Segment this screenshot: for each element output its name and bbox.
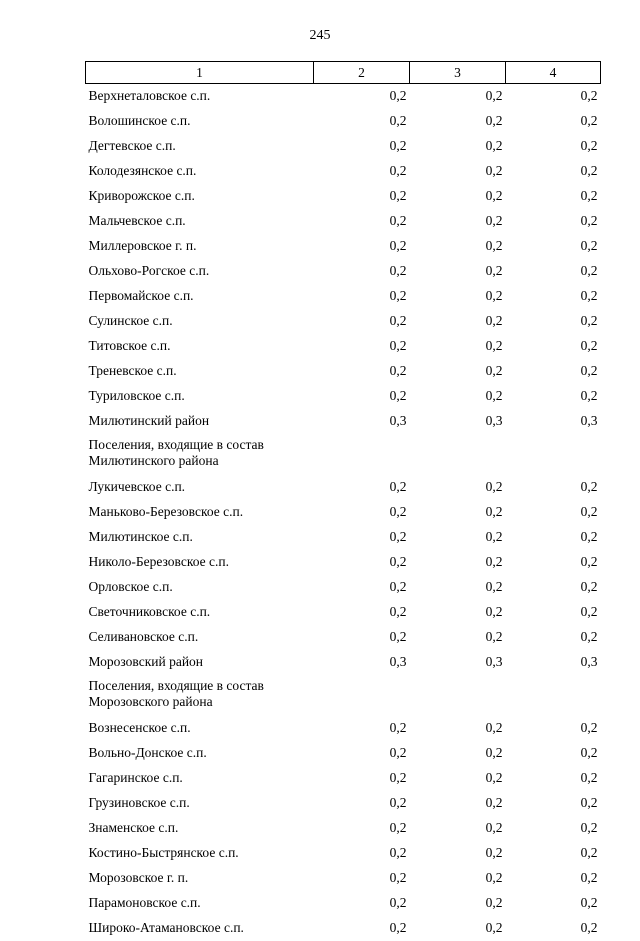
value-cell-col3: 0,2 bbox=[410, 625, 506, 650]
table-row bbox=[86, 309, 601, 334]
value-cell-col3: 0,2 bbox=[410, 525, 506, 550]
table-row bbox=[86, 766, 601, 791]
settlement-name: Мальчевское с.п. bbox=[89, 212, 311, 229]
value-cell-col2: 0,2 bbox=[314, 134, 410, 159]
table-row bbox=[86, 841, 601, 866]
settlement-name: Знаменское с.п. bbox=[89, 819, 311, 836]
table-group-header-row bbox=[86, 675, 601, 716]
table-row bbox=[86, 625, 601, 650]
settlement-name-cell bbox=[86, 866, 314, 891]
settlement-name: Титовское с.п. bbox=[89, 337, 311, 354]
value-cell-col3: 0,2 bbox=[410, 866, 506, 891]
value-cell-col3: 0,2 bbox=[410, 84, 506, 110]
column-header-4: 4 bbox=[506, 62, 601, 84]
settlement-name-cell bbox=[86, 550, 314, 575]
value-cell-col2 bbox=[314, 434, 410, 475]
table-row bbox=[86, 716, 601, 741]
value-cell-col3: 0,2 bbox=[410, 184, 506, 209]
settlement-name: Сулинское с.п. bbox=[89, 312, 311, 329]
table-row bbox=[86, 600, 601, 625]
settlement-name-cell bbox=[86, 134, 314, 159]
value-cell-col3: 0,3 bbox=[410, 650, 506, 675]
settlement-name: Дегтевское с.п. bbox=[89, 137, 311, 154]
table-row bbox=[86, 134, 601, 159]
value-cell-col2: 0,2 bbox=[314, 891, 410, 916]
settlement-name: Широко-Атамановское с.п. bbox=[89, 919, 311, 936]
value-cell-col2: 0,2 bbox=[314, 841, 410, 866]
settlement-name: Селивановское с.п. bbox=[89, 628, 311, 645]
settlement-name-cell bbox=[86, 650, 314, 675]
settlement-name: Волошинское с.п. bbox=[89, 112, 311, 129]
value-cell-col3: 0,2 bbox=[410, 791, 506, 816]
table-row bbox=[86, 575, 601, 600]
value-cell-col2: 0,2 bbox=[314, 716, 410, 741]
value-cell-col2: 0,2 bbox=[314, 816, 410, 841]
settlement-name: Криворожское с.п. bbox=[89, 187, 311, 204]
table-row bbox=[86, 384, 601, 409]
value-cell-col4: 0,2 bbox=[506, 259, 601, 284]
settlement-name-cell bbox=[86, 184, 314, 209]
value-cell-col4: 0,2 bbox=[506, 209, 601, 234]
value-cell-col2: 0,2 bbox=[314, 500, 410, 525]
value-cell-col2: 0,2 bbox=[314, 384, 410, 409]
value-cell-col3: 0,2 bbox=[410, 109, 506, 134]
value-cell-col4: 0,2 bbox=[506, 575, 601, 600]
value-cell-col4 bbox=[506, 675, 601, 716]
value-cell-col2: 0,2 bbox=[314, 791, 410, 816]
value-cell-col2: 0,2 bbox=[314, 334, 410, 359]
settlement-name: Ольхово-Рогское с.п. bbox=[89, 262, 311, 279]
value-cell-col3: 0,2 bbox=[410, 159, 506, 184]
value-cell-col4: 0,2 bbox=[506, 500, 601, 525]
value-cell-col4: 0,2 bbox=[506, 525, 601, 550]
table-group-header-row bbox=[86, 434, 601, 475]
value-cell-col2: 0,2 bbox=[314, 575, 410, 600]
table-row bbox=[86, 916, 601, 941]
column-header-2: 2 bbox=[314, 62, 410, 84]
settlement-name-cell bbox=[86, 916, 314, 941]
value-cell-col3: 0,2 bbox=[410, 259, 506, 284]
table-row bbox=[86, 866, 601, 891]
value-cell-col2: 0,2 bbox=[314, 475, 410, 500]
settlement-name: Николо-Березовское с.п. bbox=[89, 553, 311, 570]
settlement-name-cell bbox=[86, 359, 314, 384]
value-cell-col3: 0,2 bbox=[410, 334, 506, 359]
value-cell-col3 bbox=[410, 675, 506, 716]
value-cell-col3: 0,2 bbox=[410, 816, 506, 841]
value-cell-col3: 0,2 bbox=[410, 916, 506, 941]
table-row bbox=[86, 359, 601, 384]
settlement-name: Треневское с.п. bbox=[89, 362, 311, 379]
settlement-name-cell bbox=[86, 209, 314, 234]
settlement-name: Милютинский район bbox=[89, 412, 311, 429]
table-row bbox=[86, 109, 601, 134]
table-row bbox=[86, 550, 601, 575]
table-row bbox=[86, 184, 601, 209]
settlement-name: Парамоновское с.п. bbox=[89, 894, 311, 911]
value-cell-col3: 0,2 bbox=[410, 741, 506, 766]
settlement-name-cell bbox=[86, 766, 314, 791]
settlement-name-cell bbox=[86, 334, 314, 359]
value-cell-col4: 0,2 bbox=[506, 359, 601, 384]
settlement-name: Вознесенское с.п. bbox=[89, 719, 311, 736]
value-cell-col3: 0,2 bbox=[410, 384, 506, 409]
value-cell-col3: 0,2 bbox=[410, 600, 506, 625]
value-cell-col4: 0,2 bbox=[506, 159, 601, 184]
settlement-name: Миллеровское г. п. bbox=[89, 237, 311, 254]
value-cell-col2: 0,2 bbox=[314, 600, 410, 625]
table-row bbox=[86, 159, 601, 184]
settlement-name: Морозовский район bbox=[89, 653, 311, 670]
table-row bbox=[86, 259, 601, 284]
value-cell-col3: 0,2 bbox=[410, 234, 506, 259]
value-cell-col3: 0,2 bbox=[410, 550, 506, 575]
table-row bbox=[86, 334, 601, 359]
value-cell-col3: 0,2 bbox=[410, 309, 506, 334]
settlement-name-cell bbox=[86, 109, 314, 134]
settlement-name-line2: Морозовского района bbox=[89, 694, 311, 710]
settlement-name: Гагаринское с.п. bbox=[89, 769, 311, 786]
value-cell-col4: 0,2 bbox=[506, 284, 601, 309]
value-cell-col2: 0,2 bbox=[314, 209, 410, 234]
settlement-name-cell bbox=[86, 234, 314, 259]
value-cell-col4: 0,2 bbox=[506, 184, 601, 209]
settlement-name-cell bbox=[86, 575, 314, 600]
settlement-name-cell bbox=[86, 475, 314, 500]
header-row bbox=[86, 62, 601, 84]
settlement-name: Морозовское г. п. bbox=[89, 869, 311, 886]
value-cell-col4: 0,2 bbox=[506, 816, 601, 841]
value-cell-col4: 0,3 bbox=[506, 409, 601, 434]
value-cell-col4: 0,2 bbox=[506, 741, 601, 766]
value-cell-col4: 0,2 bbox=[506, 916, 601, 941]
value-cell-col2: 0,2 bbox=[314, 916, 410, 941]
value-cell-col4: 0,2 bbox=[506, 109, 601, 134]
settlement-name-cell bbox=[86, 309, 314, 334]
value-cell-col4 bbox=[506, 434, 601, 475]
value-cell-col2 bbox=[314, 675, 410, 716]
value-cell-col4: 0,2 bbox=[506, 600, 601, 625]
value-cell-col2: 0,2 bbox=[314, 159, 410, 184]
settlement-name: Маньково-Березовское с.п. bbox=[89, 503, 311, 520]
settlement-name-cell bbox=[86, 525, 314, 550]
value-cell-col3: 0,3 bbox=[410, 409, 506, 434]
value-cell-col2: 0,2 bbox=[314, 766, 410, 791]
value-cell-col2: 0,2 bbox=[314, 284, 410, 309]
settlement-name-cell bbox=[86, 500, 314, 525]
value-cell-col4: 0,2 bbox=[506, 334, 601, 359]
value-cell-col3: 0,2 bbox=[410, 766, 506, 791]
value-cell-col4: 0,2 bbox=[506, 625, 601, 650]
table-row bbox=[86, 500, 601, 525]
value-cell-col4: 0,2 bbox=[506, 550, 601, 575]
table-row bbox=[86, 475, 601, 500]
settlement-name-cell bbox=[86, 675, 314, 716]
settlement-name: Первомайское с.п. bbox=[89, 287, 311, 304]
value-cell-col2: 0,2 bbox=[314, 359, 410, 384]
column-header-1: 1 bbox=[86, 62, 314, 84]
value-cell-col2: 0,2 bbox=[314, 184, 410, 209]
value-cell-col3: 0,2 bbox=[410, 716, 506, 741]
table-row bbox=[86, 525, 601, 550]
value-cell-col4: 0,2 bbox=[506, 766, 601, 791]
value-cell-col4: 0,3 bbox=[506, 650, 601, 675]
settlement-name-cell bbox=[86, 741, 314, 766]
settlement-name: Вольно-Донское с.п. bbox=[89, 744, 311, 761]
table-row bbox=[86, 84, 601, 110]
settlement-name: Светочниковское с.п. bbox=[89, 603, 311, 620]
value-cell-col2: 0,3 bbox=[314, 409, 410, 434]
value-cell-col3: 0,2 bbox=[410, 284, 506, 309]
table-row bbox=[86, 234, 601, 259]
value-cell-col2: 0,2 bbox=[314, 525, 410, 550]
table-row bbox=[86, 891, 601, 916]
settlement-name: Верхнеталовское с.п. bbox=[89, 87, 311, 104]
value-cell-col2: 0,2 bbox=[314, 550, 410, 575]
settlement-name: Грузиновское с.п. bbox=[89, 794, 311, 811]
settlement-name-cell bbox=[86, 625, 314, 650]
table-row bbox=[86, 741, 601, 766]
page-number: 245 bbox=[0, 28, 640, 44]
value-cell-col2: 0,2 bbox=[314, 109, 410, 134]
settlement-name-cell bbox=[86, 384, 314, 409]
settlement-name-cell bbox=[86, 816, 314, 841]
settlement-name-cell bbox=[86, 841, 314, 866]
settlement-name-cell bbox=[86, 434, 314, 475]
value-cell-col4: 0,2 bbox=[506, 309, 601, 334]
table-row bbox=[86, 209, 601, 234]
value-cell-col2: 0,2 bbox=[314, 625, 410, 650]
value-cell-col3: 0,2 bbox=[410, 891, 506, 916]
data-table bbox=[85, 61, 601, 941]
settlement-name-cell bbox=[86, 409, 314, 434]
value-cell-col4: 0,2 bbox=[506, 134, 601, 159]
value-cell-col2: 0,2 bbox=[314, 866, 410, 891]
settlement-name-cell bbox=[86, 716, 314, 741]
value-cell-col4: 0,2 bbox=[506, 475, 601, 500]
settlement-name-cell bbox=[86, 259, 314, 284]
value-cell-col3: 0,2 bbox=[410, 575, 506, 600]
settlement-name: Колодезянское с.п. bbox=[89, 162, 311, 179]
table-row bbox=[86, 284, 601, 309]
column-header-3: 3 bbox=[410, 62, 506, 84]
table-body bbox=[86, 84, 601, 941]
value-cell-col3: 0,2 bbox=[410, 475, 506, 500]
value-cell-col2: 0,2 bbox=[314, 234, 410, 259]
settlement-name-cell bbox=[86, 284, 314, 309]
value-cell-col4: 0,2 bbox=[506, 891, 601, 916]
value-cell-col4: 0,2 bbox=[506, 716, 601, 741]
value-cell-col2: 0,2 bbox=[314, 741, 410, 766]
table-row bbox=[86, 816, 601, 841]
settlement-name-cell bbox=[86, 600, 314, 625]
settlement-name: Поселения, входящие в состав bbox=[89, 678, 311, 694]
settlement-name-cell bbox=[86, 84, 314, 110]
value-cell-col3: 0,2 bbox=[410, 500, 506, 525]
value-cell-col4: 0,2 bbox=[506, 866, 601, 891]
settlement-name: Костино-Быстрянское с.п. bbox=[89, 844, 311, 861]
settlement-name-line2: Милютинского района bbox=[89, 453, 311, 469]
settlement-name-cell bbox=[86, 159, 314, 184]
value-cell-col2: 0,2 bbox=[314, 309, 410, 334]
value-cell-col3 bbox=[410, 434, 506, 475]
settlement-name: Лукичевское с.п. bbox=[89, 478, 311, 495]
value-cell-col4: 0,2 bbox=[506, 234, 601, 259]
value-cell-col4: 0,2 bbox=[506, 84, 601, 110]
value-cell-col2: 0,2 bbox=[314, 259, 410, 284]
table-header bbox=[86, 62, 601, 84]
settlement-name-cell bbox=[86, 891, 314, 916]
table-row bbox=[86, 650, 601, 675]
value-cell-col4: 0,2 bbox=[506, 791, 601, 816]
value-cell-col3: 0,2 bbox=[410, 209, 506, 234]
value-cell-col3: 0,2 bbox=[410, 134, 506, 159]
table-row bbox=[86, 409, 601, 434]
settlement-name: Поселения, входящие в состав bbox=[89, 437, 311, 453]
settlement-name: Орловское с.п. bbox=[89, 578, 311, 595]
settlement-name-cell bbox=[86, 791, 314, 816]
settlement-name: Туриловское с.п. bbox=[89, 387, 311, 404]
value-cell-col2: 0,3 bbox=[314, 650, 410, 675]
value-cell-col2: 0,2 bbox=[314, 84, 410, 110]
value-cell-col4: 0,2 bbox=[506, 841, 601, 866]
value-cell-col3: 0,2 bbox=[410, 359, 506, 384]
table-row bbox=[86, 791, 601, 816]
settlement-name: Милютинское с.п. bbox=[89, 528, 311, 545]
value-cell-col4: 0,2 bbox=[506, 384, 601, 409]
value-cell-col3: 0,2 bbox=[410, 841, 506, 866]
